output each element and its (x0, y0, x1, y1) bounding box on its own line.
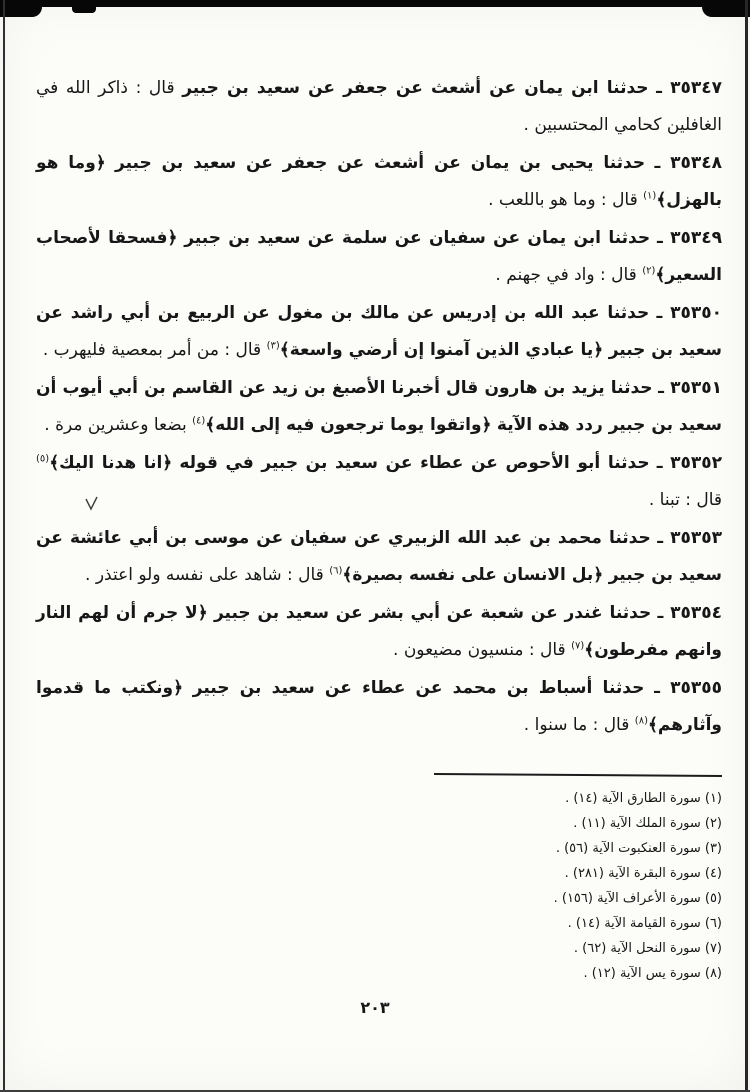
entry-number: ٣٥٣٥٤ ـ (657, 603, 723, 623)
entry-number: ٣٥٣٥٢ ـ (656, 453, 723, 473)
entry-answer: قال : تبنا . (648, 490, 722, 510)
hadith-entry (36, 370, 722, 444)
hadith-entry (36, 520, 722, 594)
hadith-entry (36, 445, 722, 519)
quran-quote: ﴿واتقوا يوما ترجعون فيه إلى الله﴾ (205, 415, 492, 435)
scan-edge-top (0, 0, 750, 7)
page-number: ٢٠٣ (360, 998, 390, 1017)
scan-corner-top-left (0, 0, 42, 17)
hadith-entry (36, 295, 722, 369)
entry-answer: قال : ذاكر الله في الغافلين كحامي المحتسبين . (36, 78, 722, 135)
page-content (36, 70, 722, 986)
footnote-ref: (٣) (266, 340, 280, 352)
hadith-entry (36, 220, 722, 294)
entry-number: ٣٥٣٤٧ ـ (656, 78, 722, 98)
entry-answer: قال : ما سنوا . (523, 715, 630, 735)
entry-isnad: حدثنا أسباط بن محمد عن عطاء عن سعيد بن جبير (192, 678, 645, 698)
footnote: (٨) سورة يس الآية (١٢) . (583, 966, 722, 981)
footnote: (٦) سورة القيامة الآية (١٤) . (567, 916, 722, 931)
entry-answer: قال : شاهد على نفسه ولو اعتذر . (85, 565, 324, 585)
footnote: (٢) سورة الملك الآية (١١) . (573, 816, 722, 831)
quran-quote: ﴿انا هدنا اليك﴾ (49, 453, 173, 473)
footnote-ref: (٤) (192, 415, 206, 427)
entry-number: ٣٥٣٤٩ ـ (656, 228, 723, 248)
quran-quote: ﴿فسحقا لأصحاب السعير﴾ (36, 228, 722, 285)
quran-quote: ﴿لا جرم أن لهم النار وانهم مفرطون﴾ (36, 603, 722, 660)
entry-isnad: حدثنا ابن يمان عن سفيان عن سلمة عن سعيد بن جبير (184, 228, 651, 248)
footnote-ref: (١) (643, 190, 657, 202)
entry-answer: قال : منسيون مضيعون . (393, 640, 566, 660)
entry-answer: بضعا وعشرين مرة . (44, 415, 187, 435)
entry-isnad: حدثنا ابن يمان عن أشعث عن جعفر عن سعيد بن جبير (182, 78, 649, 98)
entry-isnad: حدثنا يحيى بن يمان عن أشعث عن جعفر عن سعيد بن جبير (115, 153, 646, 173)
scan-edge-right (745, 0, 748, 1092)
entry-number: ٣٥٣٥١ ـ (658, 378, 722, 398)
entry-answer: قال : وما هو باللعب . (488, 190, 638, 210)
hadith-entry (36, 670, 722, 744)
footnote-ref: (٥) (36, 453, 50, 465)
footnotes-block (36, 786, 722, 986)
footnote: (١) سورة الطارق الآية (١٤) . (565, 791, 722, 806)
scan-corner-top-right (702, 0, 750, 17)
entry-isnad: حدثنا يزيد بن هارون قال أخبرنا الأصبغ بن زيد عن القاسم بن أبي أيوب أن سعيد بن جبير ردد هذه الآية (36, 378, 722, 435)
quran-quote: ﴿بل الانسان على نفسه بصيرة﴾ (342, 565, 604, 585)
footnote-separator (434, 773, 722, 777)
entry-answer: قال : من أمر بمعصية فليهرب . (42, 340, 262, 360)
hadith-entry (36, 145, 722, 219)
footnote: (٣) سورة العنكبوت الآية (٥٦) . (555, 841, 722, 856)
footnote: (٥) سورة الأعراف الآية (١٥٦) . (553, 891, 722, 906)
footnote-ref: (٦) (329, 565, 343, 577)
entry-number: ٣٥٣٥٣ ـ (657, 528, 722, 548)
entry-number: ٣٥٣٥٠ ـ (656, 303, 722, 323)
entry-number: ٣٥٣٥٥ ـ (654, 678, 722, 698)
entry-isnad: حدثنا أبو الأحوص عن عطاء عن سعيد بن جبير في قوله (179, 453, 650, 473)
quran-quote: ﴿وما هو بالهزل﴾ (36, 153, 722, 210)
quran-quote: ﴿ونكتب ما قدموا وآثارهم﴾ (36, 678, 722, 735)
entry-number: ٣٥٣٤٨ ـ (654, 153, 723, 173)
entry-isnad: حدثنا محمد بن عبد الله الزبيري عن سفيان عن موسى بن أبي عائشة عن سعيد بن جبير (36, 528, 722, 585)
quran-quote: ﴿يا عبادي الذين آمنوا إن أرضي واسعة﴾ (279, 340, 604, 360)
hadith-entry (36, 70, 722, 144)
scan-edge-left (3, 0, 5, 1092)
scan-notch (72, 6, 96, 13)
footnote-ref: (٧) (571, 640, 585, 652)
footnote: (٧) سورة النحل الآية (٦٢) . (573, 941, 722, 956)
footnote: (٤) سورة البقرة الآية (٢٨١) . (564, 866, 722, 881)
entry-answer: قال : واد في جهنم . (495, 265, 637, 285)
hadith-entry (36, 595, 722, 669)
footnote-ref: (٨) (634, 715, 648, 727)
entry-isnad: حدثنا غندر عن شعبة عن أبي بشر عن سعيد بن جبير (213, 603, 652, 623)
footnote-ref: (٢) (642, 265, 656, 277)
entry-isnad: حدثنا عبد الله بن إدريس عن مالك بن مغول عن الربيع بن أبي راشد عن سعيد بن جبير (36, 303, 722, 360)
